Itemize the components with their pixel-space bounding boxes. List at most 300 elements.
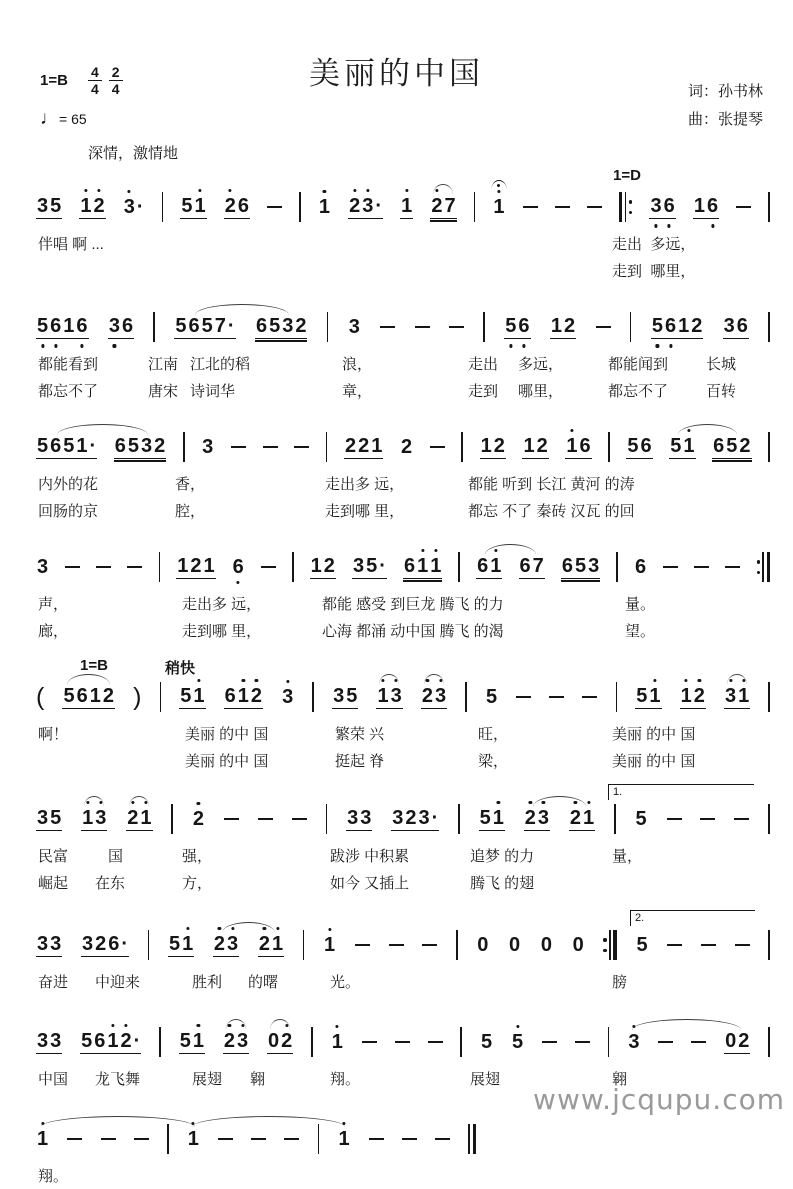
note-digit: 3 <box>347 806 359 829</box>
note-digit: 2 <box>281 1031 292 1051</box>
lyric-segment: 美丽 的中 国 <box>185 726 269 743</box>
note-digit: 1 <box>417 556 428 576</box>
dash-note <box>587 206 602 208</box>
note-digit: 1 <box>678 314 690 337</box>
lyric-segment: 走出 <box>468 356 499 373</box>
dash-note <box>415 326 430 328</box>
octave-dot-below <box>113 344 116 347</box>
barline <box>162 192 164 222</box>
note-digit: 1 <box>324 935 335 955</box>
note-group <box>201 437 214 457</box>
note-digit: 2 <box>121 1031 132 1051</box>
note-digit: 1 <box>193 686 204 706</box>
note-group <box>36 436 97 459</box>
lyric-segment: 浪， <box>342 356 373 373</box>
barline <box>483 312 485 342</box>
augmentation-dot: · <box>375 194 383 217</box>
lyric-segment: 走到哪 里， <box>182 623 262 640</box>
octave-dot-above <box>328 928 331 931</box>
note-digit: 6 <box>519 554 531 577</box>
lyric-segment: 走到 <box>468 383 499 400</box>
octave-dot-above <box>125 1024 128 1027</box>
note-group <box>476 935 489 955</box>
note-digit: 3 <box>124 197 135 217</box>
barline <box>327 312 329 342</box>
dash-note <box>355 944 370 946</box>
lyric-segment: 翱 <box>612 1071 628 1088</box>
note-digit: 1 <box>523 434 535 457</box>
note-digit: 1 <box>490 556 501 576</box>
note-digit: 5 <box>63 434 75 457</box>
barline <box>768 682 770 712</box>
note-digit: 1 <box>681 686 692 706</box>
note-digit: 6 <box>188 314 200 337</box>
quarter-note-icon: ♩ <box>40 108 59 129</box>
note-digit: 5 <box>50 806 62 829</box>
note-group <box>352 556 387 579</box>
note-digit: 6 <box>114 434 126 457</box>
slur-arc <box>485 544 536 555</box>
note-digit: 0 <box>477 934 489 956</box>
dash-note <box>258 818 273 820</box>
note-digit: 5 <box>652 316 663 336</box>
score-line <box>36 912 770 995</box>
lyric-segment: 翔。 <box>330 1071 361 1088</box>
note-digit: 1 <box>693 194 705 217</box>
note-digit: 6 <box>237 194 249 217</box>
lyric-segment: 回肠的京 <box>38 503 99 520</box>
note-digit: 5 <box>127 434 140 457</box>
repeat-end-barline <box>757 552 770 582</box>
lyric-row <box>36 230 770 257</box>
note-digit: 0 <box>540 934 552 956</box>
note-group <box>572 935 585 955</box>
barline <box>312 682 314 712</box>
lyric-segment: 廊， <box>38 623 69 640</box>
parenthesis: ( <box>36 682 45 711</box>
note-digit: 2 <box>295 314 307 337</box>
note-group <box>391 808 439 831</box>
octave-dot-above <box>434 549 437 552</box>
note-digit: 1 <box>319 197 330 217</box>
score-line <box>36 544 770 644</box>
note-digit: 1 <box>140 808 151 828</box>
note-digit: 2 <box>323 554 335 577</box>
note-digit: 1 <box>493 808 504 828</box>
octave-dot-below <box>656 344 659 347</box>
barline <box>183 432 185 462</box>
note-digit: 3 <box>538 808 549 828</box>
note-digit: 3 <box>628 1032 639 1052</box>
lyric-segment: 走到 哪里， <box>612 263 696 280</box>
lyric-segment: 在东 <box>95 875 126 892</box>
lyric-segment: 腔， <box>175 503 206 520</box>
note-digit: 3 <box>50 932 62 955</box>
dash-note <box>700 818 715 820</box>
note-digit: 5 <box>635 808 647 830</box>
barline <box>303 930 305 960</box>
note-group <box>376 686 402 709</box>
barline <box>159 552 161 582</box>
note-digit: 2 <box>422 686 433 706</box>
lyric-segment: 伴唱 啊 ... <box>38 236 104 253</box>
note-digit: 6 <box>736 314 748 337</box>
note-digit: 0 <box>725 1029 737 1052</box>
note-digit: 5 <box>81 1029 93 1052</box>
note-digit: 2 <box>214 934 225 954</box>
octave-dot-below <box>509 344 512 347</box>
octave-dot-above <box>497 801 500 804</box>
octave-dot-above <box>687 429 690 432</box>
note-digit: 5 <box>175 314 187 337</box>
dash-note <box>667 818 682 820</box>
volta-number: 2. <box>635 912 645 924</box>
note-digit: 1 <box>377 686 388 706</box>
note-digit: 1 <box>194 196 205 216</box>
barline <box>153 312 155 342</box>
octave-dot-below <box>237 581 240 584</box>
note-digit: 6 <box>108 932 120 955</box>
note-group <box>267 1031 293 1054</box>
barline <box>608 1027 610 1057</box>
lyric-segment: 追梦 的力 <box>470 848 535 865</box>
note-group <box>179 686 205 709</box>
note-digit: 6 <box>404 554 416 577</box>
note-group <box>430 196 456 219</box>
lyric-row <box>36 720 770 747</box>
lyric-segment: 美丽 的中 国 <box>612 726 696 743</box>
barline <box>318 1124 320 1154</box>
dash-note <box>261 566 276 568</box>
octave-dot-above <box>439 679 442 682</box>
note-digit: 2 <box>400 436 413 458</box>
lyric-segment: 走出 多远， <box>612 236 696 253</box>
key-change-label: 1=B <box>80 657 108 674</box>
note-digit: 3 <box>282 314 294 337</box>
dash-note <box>292 818 307 820</box>
note-group <box>723 316 749 339</box>
note-digit: 1 <box>550 314 563 337</box>
dash-note <box>369 1138 384 1140</box>
note-group <box>80 1031 141 1054</box>
barline <box>768 192 770 222</box>
barline <box>148 930 150 960</box>
dash-note <box>725 566 740 568</box>
dash-note <box>542 1041 557 1043</box>
tempo-value: = 65 <box>59 111 87 127</box>
barline <box>458 804 460 834</box>
note-digit: 1 <box>566 436 577 456</box>
slur-arc <box>192 1116 346 1127</box>
note-digit: 6 <box>76 684 88 707</box>
note-group <box>168 934 194 957</box>
note-digit: 1 <box>332 1032 343 1052</box>
barline <box>460 1027 462 1057</box>
lyric-segment: 量， <box>612 848 643 865</box>
lyric-segment: 都忘不了 <box>38 383 99 400</box>
note-digit: 5 <box>37 434 49 457</box>
note-group <box>81 808 107 831</box>
dash-note <box>294 446 309 448</box>
note-digit: 2 <box>251 686 262 706</box>
score <box>36 162 770 1189</box>
dash-note <box>449 326 464 328</box>
score-line <box>36 786 770 896</box>
lyric-segment: 唐宋 <box>148 383 179 400</box>
octave-dot-above <box>285 1024 288 1027</box>
lyric-segment: 美丽 的中 国 <box>185 753 269 770</box>
dash-note <box>428 1041 443 1043</box>
dash-note <box>267 206 282 208</box>
lyric-row <box>36 869 770 896</box>
note-digit: 1 <box>371 434 383 457</box>
note-digit: 2 <box>694 686 705 706</box>
note-group <box>337 1129 350 1149</box>
note-digit: 3 <box>418 806 430 829</box>
note-digit: 3 <box>392 806 404 829</box>
barline <box>768 804 770 834</box>
note-digit: 5 <box>63 684 75 707</box>
note-group <box>636 935 649 955</box>
note-digit: 2 <box>536 434 548 457</box>
note-digit: 5 <box>636 934 648 956</box>
note-digit: 2 <box>102 684 114 707</box>
lyric-row <box>36 1162 476 1189</box>
note-group <box>176 556 215 579</box>
octave-dot-above <box>587 801 590 804</box>
lyric-segment: 龙飞舞 <box>95 1071 141 1088</box>
octave-dot-above <box>574 801 577 804</box>
note-digit: 5 <box>670 434 682 457</box>
note-digit: 1 <box>583 808 594 828</box>
lyric-segment: 章， <box>342 383 373 400</box>
octave-dot-above <box>685 679 688 682</box>
note-group <box>62 686 115 709</box>
time-signatures <box>88 64 123 97</box>
note-digit: 6 <box>635 556 647 578</box>
note-row <box>36 786 770 842</box>
note-group <box>712 436 751 459</box>
note-group <box>550 316 576 339</box>
lyric-segment: 都能闻到 <box>608 356 669 373</box>
barline <box>465 682 467 712</box>
note-group <box>114 436 167 459</box>
lyric-segment: 的曙 <box>248 974 279 991</box>
note-digit: 3 <box>50 1029 62 1052</box>
note-digit: 5 <box>181 194 193 217</box>
octave-dot-above <box>570 429 573 432</box>
octave-dot-above <box>435 189 438 192</box>
lyric-segment: 方， <box>182 875 213 892</box>
note-digit: 7 <box>532 554 544 577</box>
lyric-segment: 心海 都涌 动中国 腾飞 的渴 <box>322 623 504 640</box>
note-digit: 5 <box>485 686 498 708</box>
dash-note <box>430 446 445 448</box>
note-group <box>223 1031 249 1054</box>
barline <box>474 192 476 222</box>
lyric-segment: 美丽 的中 国 <box>612 753 696 770</box>
note-group <box>524 808 550 831</box>
note-digit: 1 <box>193 1031 204 1051</box>
lyric-segment: 展翅 <box>192 1071 223 1088</box>
note-digit: 0 <box>509 934 521 956</box>
barline <box>326 432 328 462</box>
dash-note <box>435 1138 450 1140</box>
note-digit: 3 <box>360 806 372 829</box>
dash-note <box>96 566 111 568</box>
note-group <box>522 436 548 459</box>
note-group <box>323 935 336 955</box>
lyric-row <box>36 590 770 617</box>
lyric-segment: 旺， <box>478 726 509 743</box>
augmentation-dot: · <box>227 314 235 337</box>
note-digit: 1 <box>182 934 193 954</box>
barline <box>458 552 460 582</box>
note-digit: 3 <box>391 686 402 706</box>
note-digit: 5 <box>627 434 639 457</box>
lyric-segment: 跋涉 中积累 <box>330 848 410 865</box>
note-digit: 2 <box>193 809 204 829</box>
note-group <box>511 1032 524 1052</box>
dash-note <box>389 944 404 946</box>
note-row <box>36 544 770 590</box>
repeat-end-barline <box>603 930 616 960</box>
note-group <box>693 196 719 219</box>
dash-note <box>251 1138 266 1140</box>
augmentation-dot: · <box>431 806 439 829</box>
note-digit: 2 <box>738 1029 750 1052</box>
dash-note <box>65 566 80 568</box>
lyric-segment: 望。 <box>625 623 656 640</box>
note-digit: 3 <box>37 932 49 955</box>
barline <box>614 804 616 834</box>
note-group <box>213 934 239 957</box>
note-group <box>651 316 704 339</box>
note-digit: 1 <box>683 436 694 456</box>
note-group <box>224 686 263 709</box>
note-digit: 6 <box>477 554 489 577</box>
score-line <box>36 1019 770 1092</box>
octave-dot-above <box>276 927 279 930</box>
lyric-segment: 诗词华 <box>190 383 236 400</box>
lyric-segment: 梁， <box>478 753 509 770</box>
note-digit: 2 <box>570 808 581 828</box>
note-digit: 1 <box>82 808 93 828</box>
octave-dot-above <box>742 679 745 682</box>
octave-dot-above <box>255 679 258 682</box>
score-line <box>36 424 770 524</box>
lyric-segment: 挺起 脊 <box>335 753 385 770</box>
octave-dot-above <box>421 549 424 552</box>
note-group <box>565 436 591 459</box>
note-digit: 1 <box>310 554 322 577</box>
note-digit: 5 <box>480 1031 493 1053</box>
note-group <box>479 808 505 831</box>
lyric-row <box>36 747 770 774</box>
octave-dot-above <box>197 802 200 805</box>
note-digit: 6 <box>707 196 718 216</box>
lyric-row <box>36 470 770 497</box>
dash-note <box>523 206 538 208</box>
note-group <box>561 556 600 579</box>
dash-note <box>284 1138 299 1140</box>
lyric-segment: 翔。 <box>38 1168 69 1185</box>
dash-note <box>263 446 278 448</box>
lyric-segment: 都忘 不了 秦砖 汉瓦 的回 <box>468 503 635 520</box>
fermata-icon <box>491 180 506 189</box>
barline <box>616 552 618 582</box>
note-digit: 2 <box>525 808 536 828</box>
octave-dot-above <box>395 679 398 682</box>
note-group <box>36 808 62 831</box>
lyric-row <box>36 350 770 377</box>
lyric-segment: 都能 感受 到巨龙 腾飞 的力 <box>322 596 504 613</box>
note-digit: 1 <box>401 196 412 216</box>
expression-marking: 深情，激情地 <box>88 145 179 162</box>
octave-dot-above <box>192 1122 195 1125</box>
note-group <box>81 934 129 957</box>
score-line <box>36 1116 476 1189</box>
slur-arc <box>41 1116 196 1127</box>
note-digit: 6 <box>76 316 87 336</box>
octave-dot-above <box>144 801 147 804</box>
dash-note <box>549 696 564 698</box>
note-group <box>36 196 62 219</box>
note-group <box>344 436 383 459</box>
lyric-segment: 哪里， <box>518 383 564 400</box>
note-row <box>36 1116 476 1162</box>
note-digit: 3 <box>141 434 153 457</box>
barline <box>616 682 618 712</box>
barline <box>768 1027 770 1057</box>
key-change-label: 稍快 <box>165 660 196 677</box>
lyric-segment: 江北的稻 <box>190 356 251 373</box>
note-group <box>403 556 442 579</box>
lyric-row <box>36 968 770 995</box>
octave-dot-below <box>54 344 57 347</box>
note-digit: 5 <box>180 684 192 707</box>
final-barline <box>468 1124 475 1154</box>
barline <box>299 192 301 222</box>
octave-dot-above <box>131 801 134 804</box>
note-digit: 1 <box>493 197 504 217</box>
note-group <box>332 686 358 709</box>
lyric-segment: 强， <box>182 848 213 865</box>
volta-bracket <box>630 910 755 926</box>
note-digit: 5 <box>574 554 587 577</box>
note-digit: 2 <box>739 434 751 457</box>
dash-note <box>224 818 239 820</box>
note-group <box>36 1129 49 1149</box>
dash-note <box>134 1138 149 1140</box>
volta-number: 1. <box>613 786 623 798</box>
note-digit: 1 <box>76 434 88 457</box>
augmentation-dot: · <box>121 932 128 955</box>
note-group <box>569 808 595 831</box>
note-digit: 5 <box>479 806 491 829</box>
note-digit: 1 <box>738 686 749 706</box>
octave-dot-above <box>242 679 245 682</box>
note-digit: 6 <box>640 434 652 457</box>
note-digit: 5 <box>269 314 281 337</box>
lyric-row <box>36 377 770 404</box>
slur-arc <box>195 304 289 315</box>
note-digit: 5 <box>37 316 48 336</box>
lyric-segment: 声， <box>38 596 69 613</box>
barline <box>630 312 632 342</box>
note-group <box>174 316 235 339</box>
note-digit: 1 <box>430 556 441 576</box>
